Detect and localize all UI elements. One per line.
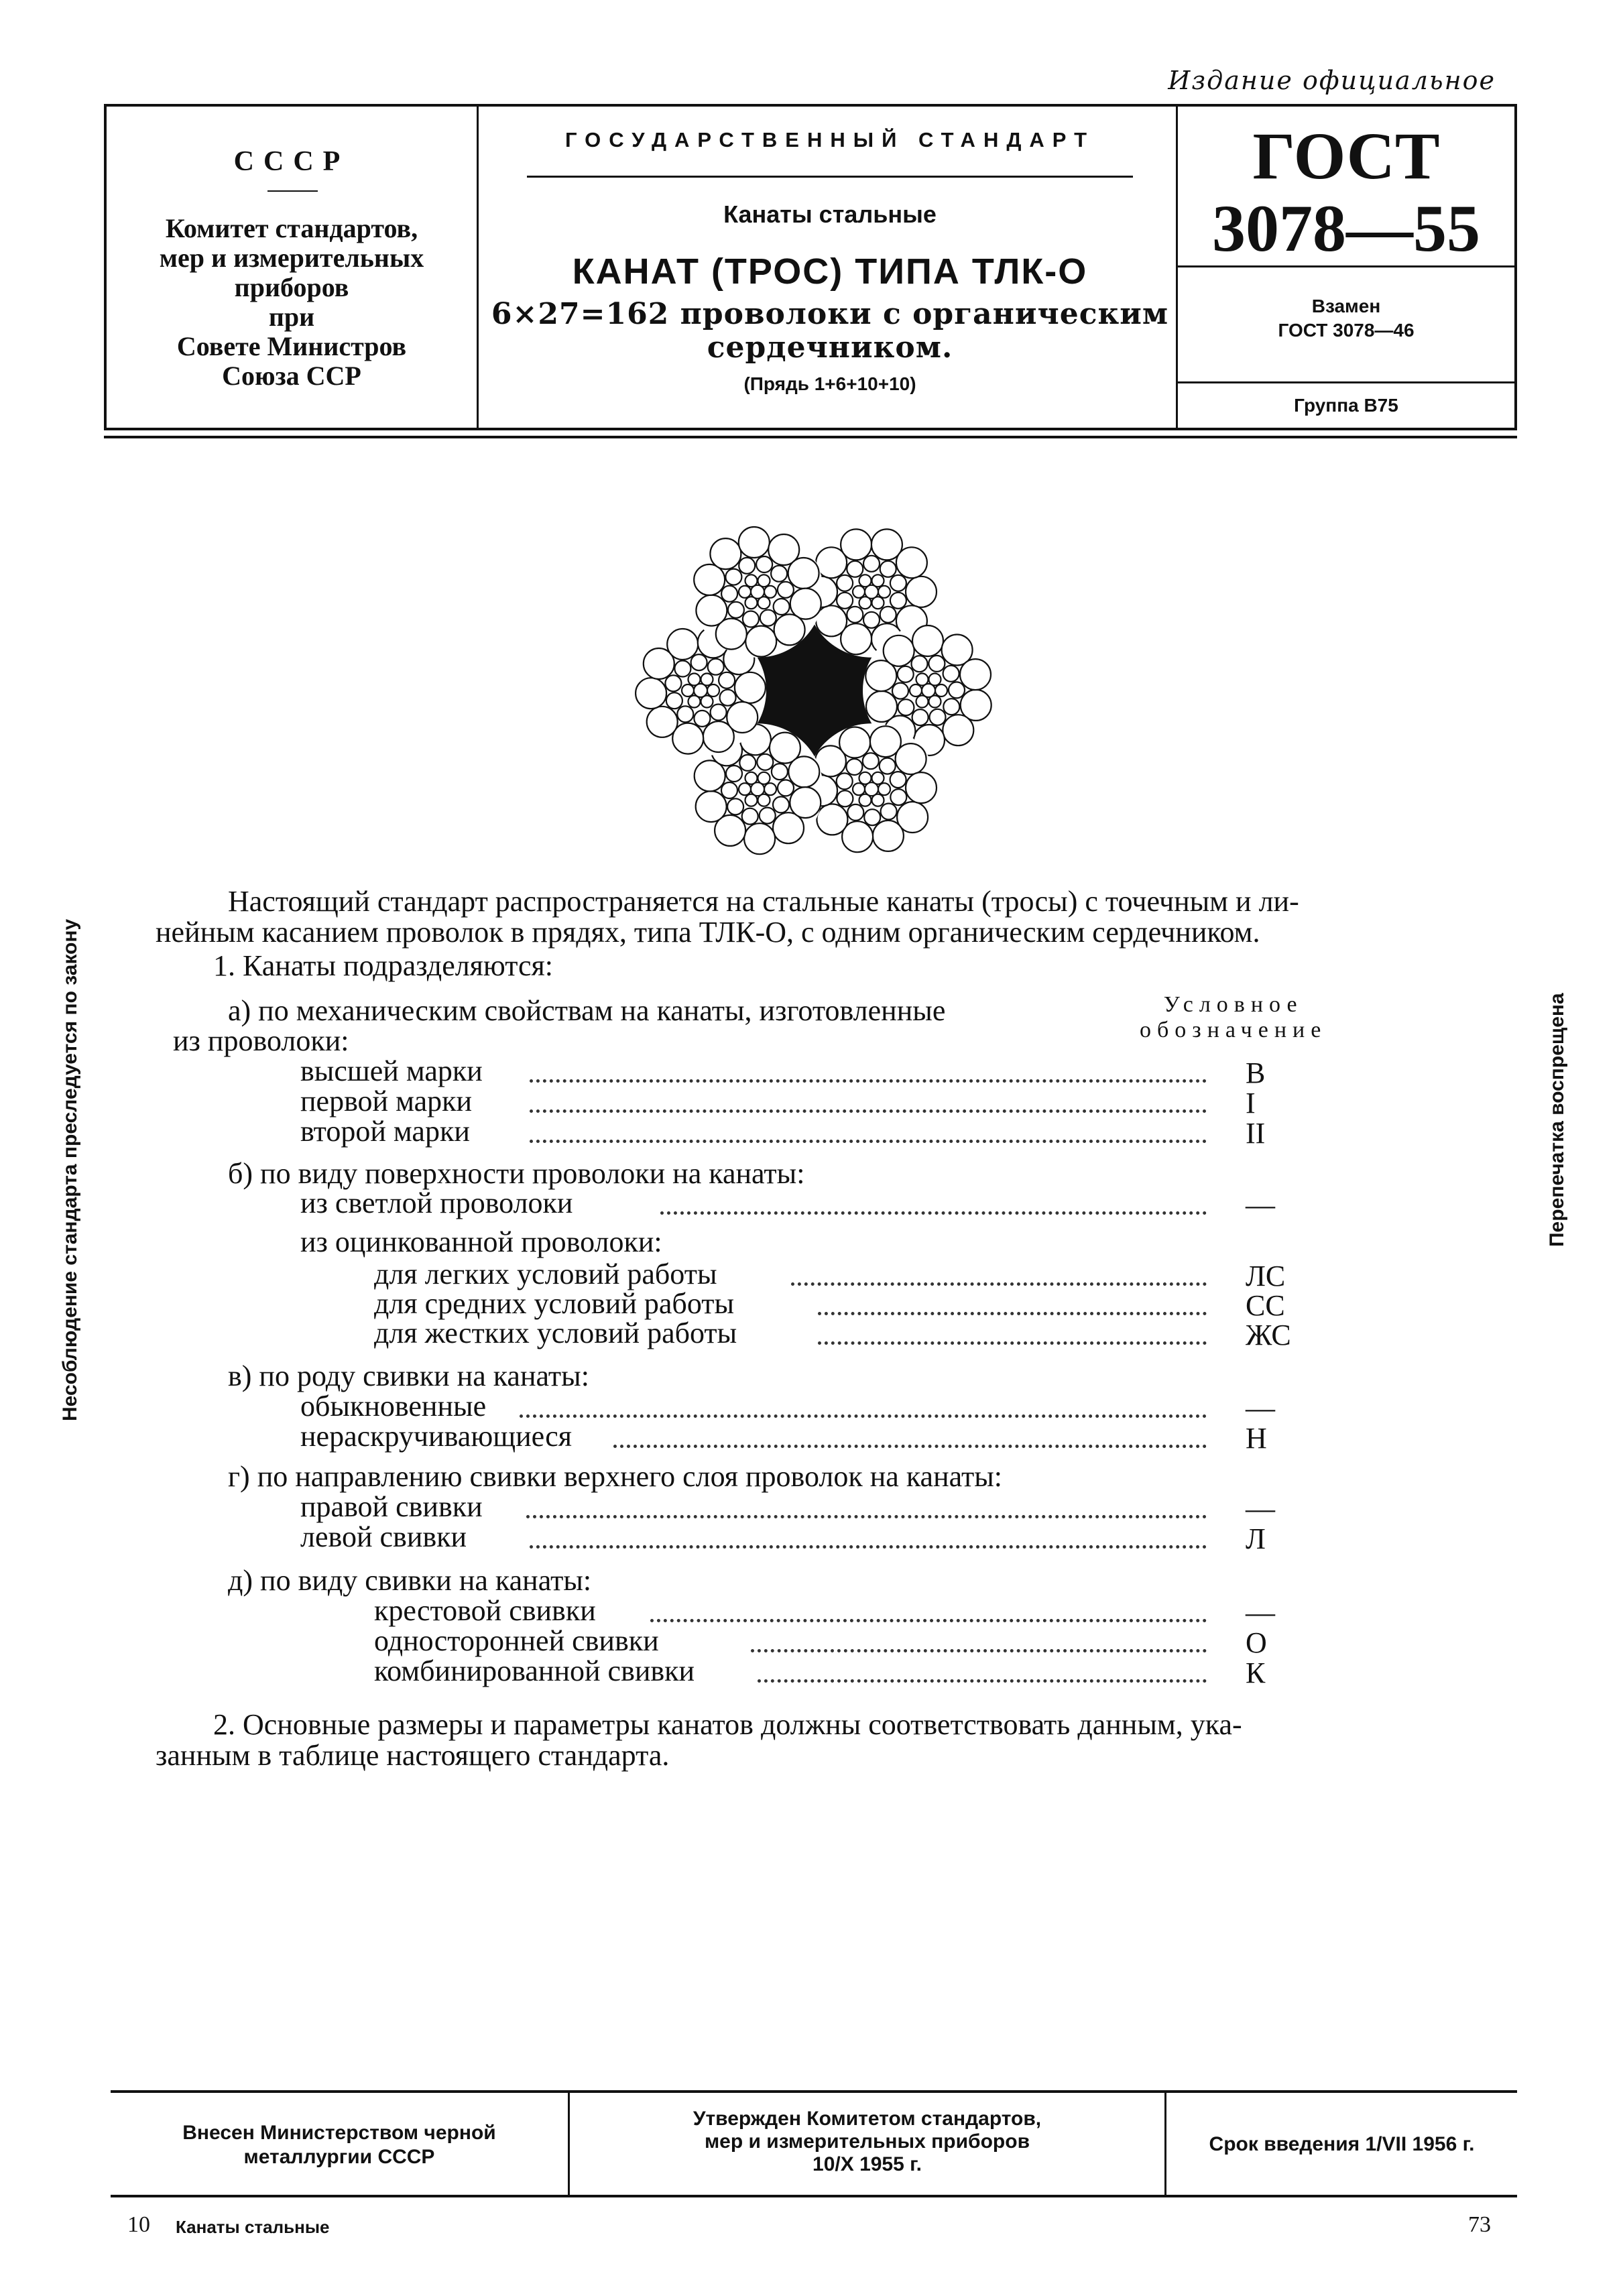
footer-introduced — [111, 2093, 570, 2195]
middle-wire — [890, 789, 906, 805]
footer-line: мер и измерительных приборов — [704, 2130, 1030, 2153]
middle-wire — [943, 699, 959, 715]
leader-dots — [520, 1414, 1207, 1418]
item-d-heading: д) по виду свивки на канаты: — [228, 1564, 592, 1597]
middle-wire — [772, 764, 788, 780]
center-wire — [751, 585, 764, 599]
committee-line: при — [268, 302, 315, 332]
committee-line: Комитет стандартов, — [165, 213, 418, 243]
center-wire — [922, 684, 935, 697]
list-item-label: из светлой проволоки — [300, 1187, 573, 1219]
middle-wire — [943, 666, 959, 682]
divider-dash — [267, 190, 318, 192]
footer-line: Внесен Министерством черной — [182, 2122, 496, 2144]
item-a-heading-cont: из проволоки: — [173, 1024, 349, 1057]
middle-wire — [728, 602, 744, 618]
committee-line: приборов — [234, 272, 349, 302]
inner-wire — [739, 586, 751, 598]
committee-name — [107, 214, 477, 391]
outer-wire — [906, 577, 937, 607]
outer-wire — [727, 702, 758, 733]
leader-dots — [818, 1341, 1207, 1345]
middle-wire — [890, 593, 906, 609]
standard-type: ГОСУДАРСТВЕННЫЙ СТАНДАРТ — [564, 128, 1095, 152]
inner-wire — [764, 586, 776, 598]
middle-wire — [880, 561, 896, 577]
gost-line: ГОСТ — [1252, 119, 1440, 193]
footer-line: металлургии СССР — [243, 2146, 435, 2168]
leader-dots — [758, 1679, 1207, 1683]
outer-wire — [839, 727, 870, 758]
center-wire — [751, 782, 764, 796]
middle-wire — [742, 808, 758, 825]
header-left-column — [107, 107, 479, 428]
middle-wire — [760, 808, 776, 824]
header-double-rule — [104, 436, 1517, 438]
outer-wire — [960, 659, 991, 690]
replaces-line: ГОСТ 3078—46 — [1278, 320, 1415, 341]
leader-dots — [791, 1282, 1207, 1286]
middle-wire — [881, 804, 897, 820]
item-v-heading: в) по роду свивки на канаты: — [228, 1360, 589, 1392]
designation-code: — — [1246, 1492, 1275, 1525]
inner-wire — [935, 684, 947, 697]
side-note-left: Несоблюдение стандарта преследуется по закону — [59, 918, 81, 1421]
middle-wire — [727, 798, 743, 814]
middle-wire — [847, 561, 863, 577]
designation-code: Л — [1246, 1522, 1266, 1555]
middle-wire — [778, 780, 794, 796]
item-b-heading: б) по виду поверхности проволоки на канаты: — [228, 1157, 805, 1190]
header-right-column — [1176, 107, 1514, 428]
middle-wire — [721, 782, 737, 798]
list-item-label: первой марки — [300, 1085, 473, 1117]
intro-paragraph-cont — [156, 917, 1475, 948]
middle-wire — [890, 772, 906, 788]
leader-dots — [530, 1079, 1207, 1083]
replaces-line: Взамен — [1311, 296, 1381, 316]
outer-wire — [735, 672, 766, 703]
effective-date: Срок введения 1/VII 1956 г. — [1209, 2133, 1475, 2155]
outer-wire — [906, 772, 937, 803]
middle-wire — [880, 607, 896, 623]
middle-wire — [720, 690, 736, 706]
inner-wire — [682, 684, 694, 697]
designation-header-line: обозначение — [1140, 1018, 1327, 1042]
list-item-label: второй марки — [300, 1115, 470, 1148]
intro-paragraph — [228, 886, 1475, 917]
document-subtitle — [479, 298, 1181, 365]
clause-1: 1. Канаты подразделяются: — [213, 949, 553, 982]
outer-wire — [739, 527, 770, 558]
side-note-right: Перепечатка воспрещена — [1546, 993, 1568, 1247]
gost-line: 3078—55 — [1212, 191, 1480, 265]
inner-wire — [878, 783, 890, 795]
inner-wire — [878, 586, 890, 598]
outer-wire — [790, 589, 821, 619]
outer-wire — [866, 691, 897, 722]
designation-code: ЖС — [1246, 1319, 1291, 1351]
galvanized-heading: из оцинкованной проволоки: — [300, 1225, 662, 1258]
item-g-heading: г) по направлению свивки верхнего слоя проволок на канаты: — [228, 1460, 1003, 1493]
middle-wire — [949, 682, 965, 698]
item-a-heading: а) по механическим свойствам на канаты, изготовленные — [228, 994, 946, 1027]
middle-wire — [864, 809, 880, 825]
footer-approved — [570, 2093, 1166, 2195]
inner-wire — [853, 783, 865, 795]
middle-wire — [773, 796, 789, 812]
middle-wire — [912, 709, 928, 725]
leader-dots — [751, 1649, 1207, 1652]
running-title: Канаты стальные — [176, 2217, 330, 2237]
outer-wire — [696, 595, 727, 626]
outer-wire — [841, 529, 871, 560]
middle-wire — [912, 656, 928, 672]
inner-wire — [739, 783, 751, 795]
outer-wire — [744, 823, 775, 854]
list-item-label: обыкновенные — [300, 1390, 487, 1423]
outer-wire — [896, 743, 926, 774]
header-middle-column — [479, 107, 1181, 428]
list-item-label: левой свивки — [300, 1520, 467, 1553]
footer-line: Утвержден Комитетом стандартов, — [693, 2108, 1042, 2130]
middle-wire — [674, 661, 690, 677]
middle-wire — [665, 675, 681, 691]
middle-wire — [677, 706, 693, 722]
designation-code: Н — [1246, 1422, 1267, 1455]
outer-wire — [912, 625, 943, 656]
outer-wire — [636, 678, 666, 709]
middle-wire — [757, 754, 773, 770]
designation-code: СС — [1246, 1289, 1285, 1322]
middle-wire — [726, 766, 742, 782]
outer-wire — [667, 629, 698, 660]
intro-line: нейным касанием проволок в прядях, типа ТЛК-О, с одним органическим сердечником. — [156, 916, 1260, 949]
leader-dots — [660, 1211, 1207, 1215]
replaces-note — [1178, 294, 1514, 343]
outer-wire — [817, 804, 847, 835]
designation-code: II — [1246, 1117, 1266, 1150]
outer-wire — [710, 538, 741, 569]
gost-number — [1178, 120, 1514, 265]
list-item-label: крестовой свивки — [374, 1594, 596, 1627]
middle-wire — [930, 709, 946, 725]
middle-wire — [760, 610, 776, 626]
outer-wire — [745, 626, 776, 657]
list-item-label: односторонней свивки — [374, 1624, 659, 1657]
intro-line: Настоящий стандарт распространяется на стальные канаты (тросы) с точечным и ли- — [228, 885, 1299, 918]
middle-wire — [847, 607, 863, 623]
committee-line: Союза ССР — [222, 361, 361, 391]
rope-cross-section-figure — [627, 503, 1002, 878]
middle-wire — [691, 654, 707, 670]
middle-wire — [898, 666, 914, 682]
divider-line — [1178, 381, 1514, 383]
middle-wire — [774, 599, 790, 615]
country-label: СССР — [233, 146, 350, 177]
leader-dots — [613, 1445, 1207, 1448]
designation-code: В — [1246, 1056, 1266, 1089]
middle-wire — [666, 692, 682, 709]
middle-wire — [837, 790, 853, 806]
committee-line: мер и измерительных — [159, 243, 424, 273]
page-number-right: 73 — [1468, 2212, 1491, 2237]
center-wire — [694, 684, 707, 697]
divider-line — [1178, 265, 1514, 267]
middle-wire — [778, 582, 794, 598]
middle-wire — [837, 575, 853, 591]
designation-code: I — [1246, 1087, 1256, 1120]
leader-dots — [530, 1545, 1207, 1549]
list-item-label: правой свивки — [300, 1490, 483, 1523]
inner-wire — [853, 586, 865, 598]
list-item-label: высшей марки — [300, 1054, 483, 1087]
edition-note: Издание официальное — [1168, 66, 1496, 95]
middle-wire — [863, 556, 880, 572]
middle-wire — [898, 699, 914, 715]
middle-wire — [847, 804, 863, 821]
category-label: Канаты стальные — [723, 200, 937, 228]
strand-formula: (Прядь 1+6+10+10) — [743, 373, 916, 394]
divider-line — [527, 176, 1133, 178]
middle-wire — [837, 773, 853, 789]
middle-wire — [892, 683, 908, 699]
outer-wire — [896, 547, 927, 578]
middle-wire — [890, 575, 906, 591]
subtitle-line: сердечником. — [707, 330, 953, 365]
outer-wire — [647, 707, 678, 737]
middle-wire — [880, 758, 896, 774]
list-item-label: для жестких условий работы — [374, 1317, 737, 1349]
outer-wire — [774, 614, 805, 645]
page-number-left: 10 — [127, 2212, 150, 2237]
middle-wire — [863, 753, 879, 769]
clause-2-cont: занным в таблице настоящего стандарта. — [156, 1739, 670, 1772]
list-item-label: для средних условий работы — [374, 1287, 735, 1320]
clause-2: 2. Основные размеры и параметры канатов должны соответствовать данным, ука- — [213, 1708, 1242, 1741]
middle-wire — [743, 611, 759, 627]
list-item-label: для легких условий работы — [374, 1258, 717, 1290]
middle-wire — [719, 672, 735, 688]
outer-wire — [790, 787, 821, 818]
outer-wire — [884, 636, 914, 666]
center-wire — [865, 585, 878, 599]
document-title: КАНАТ (ТРОС) ТИПА ТЛК-О — [572, 251, 1088, 292]
middle-wire — [863, 612, 880, 628]
leader-dots — [530, 1109, 1207, 1113]
middle-wire — [694, 711, 710, 727]
middle-wire — [739, 558, 755, 574]
outer-wire — [788, 756, 819, 787]
middle-wire — [721, 586, 737, 602]
designation-code: ЛС — [1246, 1260, 1286, 1292]
middle-wire — [756, 556, 772, 572]
middle-wire — [725, 569, 741, 585]
designation-code: — — [1246, 1189, 1275, 1221]
group-label: Группа В75 — [1294, 395, 1398, 416]
inner-wire — [707, 684, 719, 697]
leader-dots — [650, 1619, 1207, 1622]
outer-wire — [943, 715, 973, 745]
designation-header-line: Условное — [1163, 992, 1303, 1017]
designation-code: — — [1246, 1596, 1275, 1629]
designation-code: К — [1246, 1656, 1266, 1689]
footer-line: 10/Х 1955 г. — [813, 2153, 922, 2175]
middle-wire — [846, 759, 862, 775]
middle-wire — [771, 566, 787, 582]
outer-wire — [696, 791, 727, 822]
middle-wire — [837, 593, 853, 609]
outer-wire — [788, 558, 819, 589]
middle-wire — [928, 656, 945, 672]
outer-wire — [873, 821, 904, 851]
designation-header — [1140, 992, 1327, 1043]
footer-effective — [1166, 2093, 1517, 2195]
list-item-label: комбинированной свивки — [374, 1654, 695, 1687]
middle-wire — [739, 755, 756, 771]
standard-header — [104, 104, 1517, 430]
inner-wire — [910, 684, 922, 697]
leader-dots — [530, 1140, 1207, 1143]
designation-code: О — [1246, 1626, 1267, 1659]
leader-dots — [526, 1515, 1207, 1518]
inner-wire — [764, 783, 776, 795]
list-item-label: нераскручивающиеся — [300, 1420, 573, 1453]
committee-line: Совете Министров — [176, 331, 407, 361]
leader-dots — [818, 1312, 1207, 1315]
middle-wire — [708, 659, 724, 675]
center-wire — [865, 782, 878, 796]
footer-table — [111, 2090, 1517, 2197]
subtitle-line: 6×27=162 проволоки с органическим — [491, 297, 1169, 331]
outer-wire — [694, 564, 725, 595]
middle-wire — [711, 705, 727, 721]
designation-code: — — [1246, 1392, 1275, 1425]
